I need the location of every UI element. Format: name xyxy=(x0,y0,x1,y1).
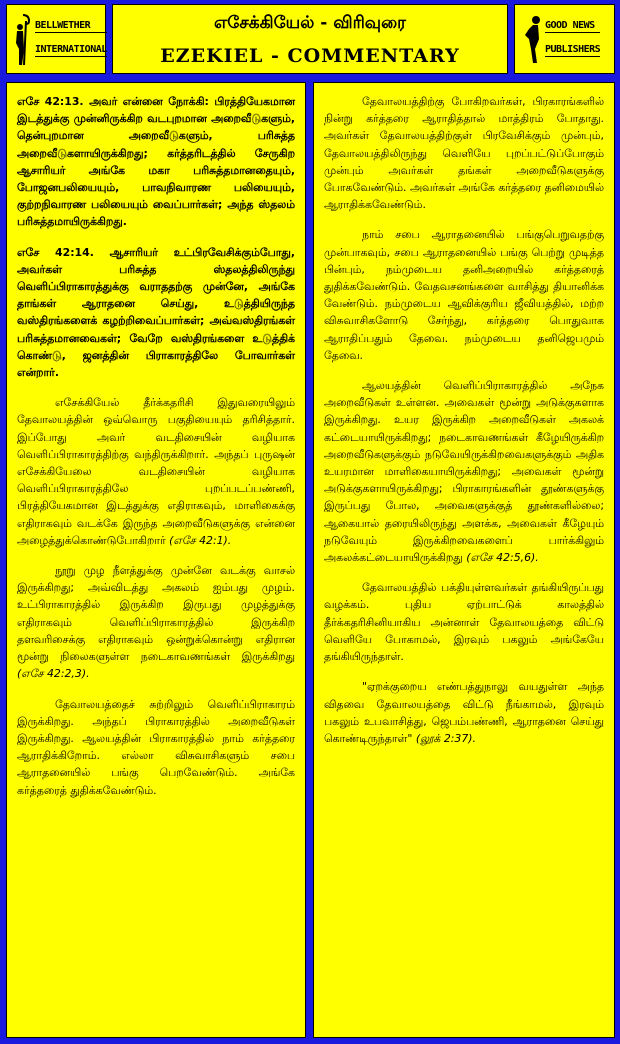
scripture-reference: (எசே 42:2,3). xyxy=(17,667,90,681)
bellwether-logo xyxy=(6,4,106,74)
commentary-paragraph xyxy=(324,377,604,566)
good-news-logo-line2: PUBLISHERS xyxy=(545,44,601,55)
good-news-publishers-logo xyxy=(514,4,615,74)
paragraph-text: நூறு முழ நீளத்துக்கு முன்னே வடக்கு வாசல் இருக்கிறது; அவ்விடத்து அகலம் ஐம்பது முழம். உட்பிராகாரத்தில் இருக்கிற இருபது முழத்துக்கு எதிராகவும் வெளிப்பிராகாரத்தில் இருக்கிற தளவரிசைக்கு எதிராகவும் ஒன்றுக்கொன்று எதிரான மூன்று நிலைகளுள்ள நடைகாவணங்கள் இருக்கிறது xyxy=(17,564,295,664)
commentary-paragraph: தேவாலயத்திற்கு போகிறவர்கள், பிரகாரங்களில் நின்று கர்த்தரை ஆராதித்தால் மாத்திரம் போதாது. அவர்கள் தேவாலயத்திற்குள் பிரவேசிக்கும் முன்பும், தேவாலயத்திலிருந்து வெளியே புறப்பட்டுப்போகும் முன்பும் அவர்கள் தங்கள் அறைவீடுகளுக்கு போகவேண்டும். அவர்கள் அங்கே கர்த்தரை தனிமையில் ஆராதிக்கவேண்டும். xyxy=(324,95,604,212)
commentary-paragraph: தேவாலயத்தில் பக்தியுள்ளவர்கள் தங்கியிருப்பது வழக்கம். புதிய ஏற்பாட்டுக் காலத்தில் தீர்க்கதரிசினியாகிய அன்னாள் தேவாலயத்தை விட்டு வெளியே போகாமல், இரவும் பகலும் அங்கேயே தங்கியிருந்தாள். xyxy=(324,581,604,664)
paragraph-text: ஆலயத்தின் வெளிப்பிராகாரத்தில் அநேக அறைவீடுகள் உள்ளன. அவைகள் மூன்று அடுக்குகளாக இருக்கிறது. உயர இருக்கிற அறைவீடுகள் அகலக் கட்டையாயிருக்கிறது; நடைகாவணங்கள் கீழேயிருக்கிற அறைவீடுகளுக்கும் நடுவேயிருக்கிறவைகளுக்கும் அதிக உயரமான மாளிகையாயிருக்கிறது; அவைகள் மூன்று அடுக்குகளாயிருக்கிறது; பிராகாரங்களின் தூண்களுக்கு இருப்பது போல, அவைகளுக்குத் தூண்களில்லை; ஆகையால் தரையிலிருந்து அளக்க, அவைகள் கீழேயும் நடுவேயும் இருக்கிறவைகளைப் பார்க்கிலும் அகலக்கட்டையாயிருக்கிறது xyxy=(324,379,604,565)
commentary-paragraph xyxy=(17,394,295,549)
commentary-paragraph xyxy=(17,562,295,682)
verse-42-13: எசே 42:13. அவர் என்னை நோக்கி: பிரத்தியேகமான இடத்துக்கு முன்னிருக்கிற வடபுறமான அறைவீடுகளும், தென்புறமான அறைவீடுகளும், பரிசுத்த அறைவீடுகளாயிருக்கிறது; கர்த்தரிடத்தில் சேருகிற ஆசாரியர் அங்கே மகா பரிசுத்தமானதையும், போஜனபலியையும், பாவநிவாரண பலியையும், குற்றநிவாரண பலியையும் வைப்பார்கள்; அந்த ஸ்தலம் பரிசுத்தமாயிருக்கிறது. xyxy=(17,95,295,229)
good-news-logo-line1: GOOD NEWS xyxy=(545,19,600,33)
commentary-paragraph: நாம் சபை ஆராதனையில் பங்குபெறுவதற்கு முன்பாகவும், சபை ஆராதனையில் பங்கு பெற்று முடித்த பின்பும், நம்முடைய தனிஅறையில் கர்த்தரைத் துதிக்கவேண்டும். வேதவசனங்களை வாசித்து தியானிக்க வேண்டும். நம்முடைய ஆவிக்குரிய ஜீவியத்தில், மற்ற விசுவாசிகளோடு சேர்ந்து, கர்த்தரை பொதுவாக ஆராதிப்பதும் தேவை. நம்முடைய தனிஜெபமும் தேவை. xyxy=(324,228,604,362)
runner-icon xyxy=(523,15,543,65)
bellwether-logo-text xyxy=(35,19,107,57)
quote-text: "ஏறக்குறைய எண்பத்துநாலு வயதுள்ள அந்த விதவை தேவாலயத்தை விட்டு நீங்காமல், இரவும் பகலும் உபவாசித்து, ஜெபம்பண்ணி, ஆராதனை செய்து கொண்டிருந்தாள்" xyxy=(324,680,604,745)
title-tamil: எசேக்கியேல் - விரிவுரை xyxy=(214,13,406,33)
bellwether-logo-line1: BELLWETHER xyxy=(35,19,107,33)
bellwether-logo-line2: INTERNATIONAL xyxy=(35,44,107,55)
scripture-reference: (எசே 42:1). xyxy=(169,533,232,547)
right-column xyxy=(313,82,615,1038)
scripture-reference: (எசே 42:5,6). xyxy=(466,551,539,565)
paragraph-text: எசேக்கியேல் தீர்க்கதரிசி இதுவரையிலும் தேவாலயத்தின் ஒவ்வொரு பகுதியையும் தரிசித்தார். இப்போது அவர் வடதிசையின் வழியாக வெளிப்பிராகாரத்திற்கு வந்திருக்கிறார். அந்தப் புருஷன் எசேக்கியேலை வடதிசையின் வழியாக வெளிப்பிராகாரத்திலே புறப்படப்பண்ணி, பிரத்தியேகமான இடத்துக்கு எதிராகவும், மாளிகைக்கு எதிராகவும் வடக்கே இருந்த அறைவீடுகளுக்கு என்னை அழைத்துக்கொண்டுபோகிறார் xyxy=(17,396,295,547)
title-banner xyxy=(112,4,508,74)
shepherd-icon xyxy=(13,13,33,67)
scripture-reference: (லூக் 2:37). xyxy=(415,731,476,745)
verse-42-14: எசே 42:14. ஆசாரியர் உட்பிரவேசிக்கும்போது, அவர்கள் பரிசுத்த ஸ்தலத்திலிருந்து வெளிப்பிராகாரத்துக்கு வராததற்கு முன்னே, அங்கே தாங்கள் ஆராதனை செய்து, உடுத்தியிருந்த வஸ்திரங்களைக் கழற்றிவைப்பார்கள்; அவ்வஸ்திரங்கள் பரிசுத்தமானவைகள்; வேறே வஸ்திரங்களை உடுத்திக் கொண்டு, ஜனத்தின் பிராகாரத்திலே போவார்கள் என்றார். xyxy=(17,245,295,380)
title-english: EZEKIEL - COMMENTARY xyxy=(160,45,460,67)
commentary-paragraph xyxy=(324,678,604,747)
left-column xyxy=(6,82,306,1038)
commentary-paragraph: தேவாலயத்தைச் சுற்றிலும் வெளிப்பிராகாரம் இருக்கிறது. அந்தப் பிராகாரத்தில் அறைவீடுகள் இருக்கிறது. ஆலயத்தின் பிராகாரத்தில் நாம் கர்த்தரை ஆராதிக்கிறோம். எல்லா விசுவாசிகளும் சபை ஆராதனையில் பங்கு பெறவேண்டும். அங்கே கர்த்தரைத் துதிக்கவேண்டும். xyxy=(17,697,295,797)
good-news-logo-text xyxy=(545,19,600,57)
